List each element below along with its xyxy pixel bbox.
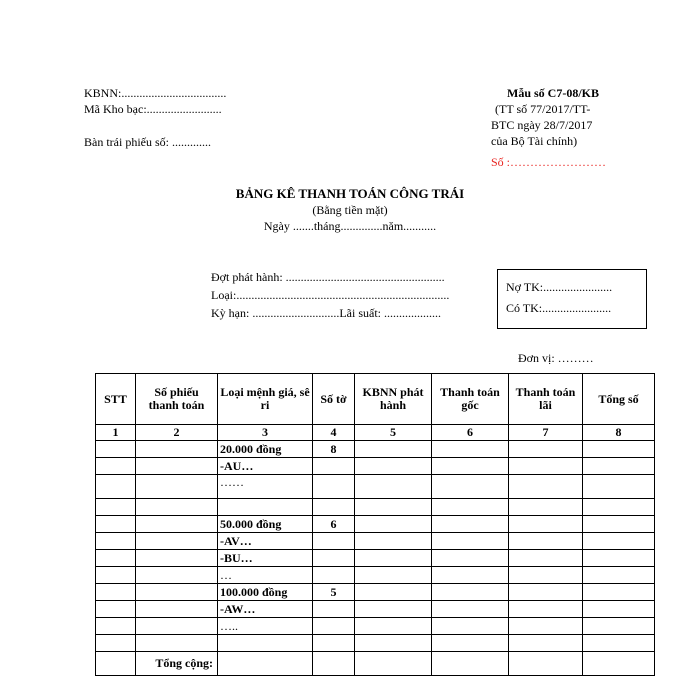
table-cell (583, 584, 655, 601)
column-number: 7 (509, 425, 583, 441)
column-number: 8 (583, 425, 655, 441)
table-cell (355, 584, 432, 601)
table-cell (509, 635, 583, 652)
table-cell (136, 584, 218, 601)
table-cell (509, 516, 583, 533)
column-number: 6 (432, 425, 509, 441)
column-number: 2 (136, 425, 218, 441)
table-cell (355, 441, 432, 458)
document-number-field: Số :…………………… (491, 155, 607, 169)
table-cell (355, 499, 432, 516)
ban-trai-phieu-field: Bàn trái phiếu số: ............. (84, 135, 211, 149)
table-cell (96, 584, 136, 601)
table-cell (432, 533, 509, 550)
table-cell (96, 516, 136, 533)
table-cell (96, 475, 136, 499)
table-header-row (96, 374, 655, 425)
header-payment-slip: Số phiếu thanh toán (136, 374, 218, 425)
denomination-cell: 100.000 đồng (218, 584, 313, 601)
table-row (96, 601, 655, 618)
table-cell (96, 499, 136, 516)
table-cell (136, 567, 218, 584)
table-cell (136, 601, 218, 618)
table-cell (432, 584, 509, 601)
total-cell (509, 652, 583, 676)
column-number: 3 (218, 425, 313, 441)
total-label: Tổng cộng: (136, 652, 218, 676)
table-row (96, 567, 655, 584)
table-row (96, 533, 655, 550)
table-cell (96, 635, 136, 652)
table-cell (136, 458, 218, 475)
header-interest-payment: Thanh toán lãi (509, 374, 583, 425)
table-cell (509, 584, 583, 601)
table-cell (583, 550, 655, 567)
table-cell (432, 516, 509, 533)
ma-kho-bac-field: Mã Kho bạc:......................... (84, 102, 222, 116)
denomination-cell: -AV… (218, 533, 313, 550)
issue-batch-field: Đợt phát hành: ..................................................... (211, 270, 445, 284)
table-cell (432, 567, 509, 584)
denomination-cell: ….. (218, 618, 313, 635)
sheet-count-cell (313, 618, 355, 635)
table-cell (583, 458, 655, 475)
denomination-cell (218, 635, 313, 652)
total-cell (583, 652, 655, 676)
table-cell (355, 635, 432, 652)
table-cell (583, 601, 655, 618)
table-cell (355, 618, 432, 635)
denomination-cell: 50.000 đồng (218, 516, 313, 533)
sheet-count-cell (313, 499, 355, 516)
header-issuing-treasury: KBNN phát hành (355, 374, 432, 425)
table-cell (136, 533, 218, 550)
table-cell (96, 618, 136, 635)
total-row (96, 652, 655, 676)
sheet-count-cell (313, 601, 355, 618)
table-cell (432, 499, 509, 516)
table-cell (432, 441, 509, 458)
table-cell (509, 601, 583, 618)
table-cell (583, 499, 655, 516)
table-cell (432, 475, 509, 499)
table-cell (96, 567, 136, 584)
table-cell (96, 601, 136, 618)
denomination-cell: … (218, 567, 313, 584)
total-cell (218, 652, 313, 676)
header-stt: STT (96, 374, 136, 425)
table-cell (432, 635, 509, 652)
table-cell (355, 458, 432, 475)
document-date: Ngày .......tháng..............năm........... (263, 219, 437, 233)
table-cell (136, 618, 218, 635)
column-number: 5 (355, 425, 432, 441)
table-cell (509, 441, 583, 458)
sheet-count-cell (313, 567, 355, 584)
sheet-count-cell: 8 (313, 441, 355, 458)
total-cell (432, 652, 509, 676)
total-cell (96, 652, 136, 676)
circular-line-2: BTC ngày 28/7/2017 (491, 118, 593, 132)
column-number-row (96, 425, 655, 441)
denomination-cell: 20.000 đồng (218, 441, 313, 458)
table-cell (583, 441, 655, 458)
unit-field: Đơn vị: ……… (518, 351, 594, 365)
header-total: Tổng số (583, 374, 655, 425)
table-cell (583, 567, 655, 584)
table-cell (583, 635, 655, 652)
denomination-cell: -BU… (218, 550, 313, 567)
table-cell (96, 458, 136, 475)
circular-line-3: của Bộ Tài chính) (491, 134, 578, 148)
table-cell (136, 635, 218, 652)
table-cell (509, 618, 583, 635)
column-number: 4 (313, 425, 355, 441)
credit-account-field: Có TK:....................... (506, 301, 612, 315)
table-cell (509, 458, 583, 475)
table-cell (136, 475, 218, 499)
document-subtitle: (Bằng tiền mặt) (312, 203, 388, 217)
table-row (96, 550, 655, 567)
sheet-count-cell: 5 (313, 584, 355, 601)
debit-account-field: Nợ TK:....................... (506, 280, 613, 294)
table-cell (96, 550, 136, 567)
table-cell (432, 601, 509, 618)
column-number: 1 (96, 425, 136, 441)
table-cell (509, 567, 583, 584)
circular-line-1: (TT số 77/2017/TT- (495, 102, 591, 116)
table-cell (432, 550, 509, 567)
sheet-count-cell (313, 458, 355, 475)
header-principal-payment: Thanh toán gốc (432, 374, 509, 425)
table-cell (509, 533, 583, 550)
table-cell (136, 516, 218, 533)
document-title: BẢNG KÊ THANH TOÁN CÔNG TRÁI (235, 186, 465, 201)
denomination-cell (218, 499, 313, 516)
denomination-cell: -AU… (218, 458, 313, 475)
bond-type-field: Loại:....................................................................... (211, 288, 450, 302)
table-row (96, 618, 655, 635)
account-box (497, 269, 647, 329)
table-row (96, 635, 655, 652)
table-cell (136, 441, 218, 458)
table-cell (509, 499, 583, 516)
table-cell (583, 533, 655, 550)
form-number: Mẫu số C7-08/KB (507, 86, 600, 100)
term-rate-field: Kỳ hạn: .............................Lãi suất: ................... (211, 306, 441, 320)
sheet-count-cell (313, 550, 355, 567)
table-cell (355, 550, 432, 567)
table-cell (355, 516, 432, 533)
table-cell (583, 618, 655, 635)
table-row (96, 516, 655, 533)
sheet-count-cell (313, 475, 355, 499)
table-cell (583, 475, 655, 499)
table-cell (96, 441, 136, 458)
sheet-count-cell: 6 (313, 516, 355, 533)
total-cell (313, 652, 355, 676)
total-cell (355, 652, 432, 676)
sheet-count-cell (313, 635, 355, 652)
table-row (96, 499, 655, 516)
table-cell (355, 533, 432, 550)
header-sheet-count: Số tờ (313, 374, 355, 425)
table-row (96, 475, 655, 499)
table-cell (96, 533, 136, 550)
table-cell (136, 499, 218, 516)
table-cell (509, 550, 583, 567)
denomination-cell: -AW… (218, 601, 313, 618)
table-row (96, 458, 655, 475)
denomination-cell: …… (218, 475, 313, 499)
table-row (96, 584, 655, 601)
kbnn-field: KBNN:................................... (84, 86, 227, 100)
table-row (96, 441, 655, 458)
table-cell (509, 475, 583, 499)
table-cell (432, 618, 509, 635)
table-cell (355, 475, 432, 499)
table-cell (432, 458, 509, 475)
table-cell (136, 550, 218, 567)
sheet-count-cell (313, 533, 355, 550)
table-cell (583, 516, 655, 533)
table-cell (355, 601, 432, 618)
payment-table (95, 373, 655, 676)
header-denomination: Loại mệnh giá, sê ri (218, 374, 313, 425)
table-cell (355, 567, 432, 584)
